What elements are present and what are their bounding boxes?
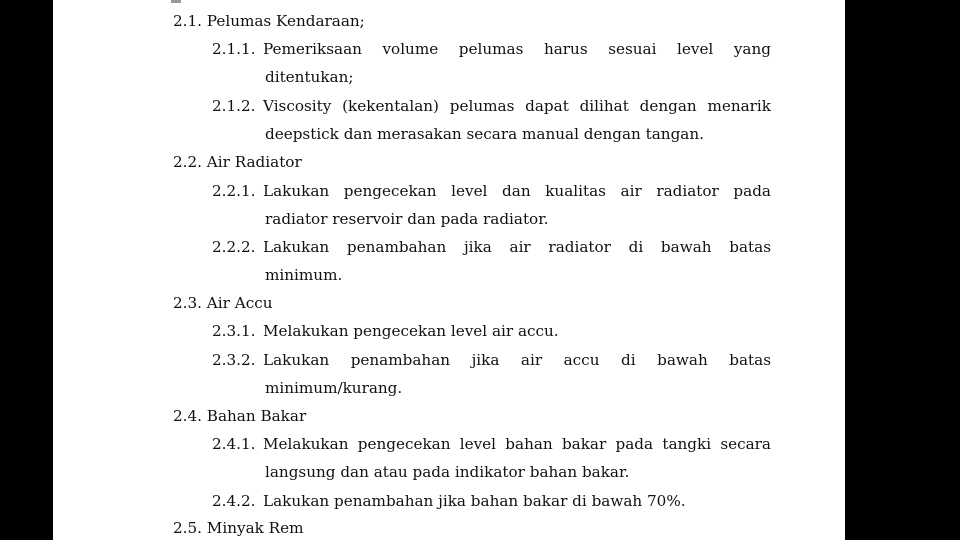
- item-text-continued: minimum.: [265, 266, 343, 284]
- item-text-continued: radiator reservoir dan pada radiator.: [265, 210, 549, 228]
- section-heading: 2.3. Air Accu: [173, 294, 273, 312]
- section-heading: 2.2. Air Radiator: [173, 153, 302, 171]
- item-text: Lakukan penambahan jika air radiator di bawah batas: [263, 238, 771, 256]
- item-number: 2.3.2.: [212, 351, 256, 369]
- item-text: Melakukan pengecekan level bahan bakar pada tangki secara: [263, 435, 771, 453]
- item-text-continued: langsung dan atau pada indikator bahan bakar.: [265, 463, 630, 481]
- item-text: Pemeriksaan volume pelumas harus sesuai level yang: [263, 40, 771, 58]
- item-text: Lakukan penambahan jika bahan bakar di bawah 70%.: [263, 492, 686, 510]
- item-number: 2.4.2.: [212, 492, 256, 510]
- item-number: 2.4.1.: [212, 435, 256, 453]
- item-number: 2.2.1.: [212, 182, 256, 200]
- item-text-continued: ditentukan;: [265, 68, 354, 86]
- section-heading: 2.5. Minyak Rem: [173, 519, 304, 537]
- top-marker: [171, 0, 181, 3]
- item-number: 2.3.1.: [212, 322, 256, 340]
- section-heading: 2.1. Pelumas Kendaraan;: [173, 12, 365, 30]
- item-text: Melakukan pengecekan level air accu.: [263, 322, 559, 340]
- item-text-continued: deepstick dan merasakan secara manual dengan tangan.: [265, 125, 704, 143]
- item-text: Lakukan pengecekan level dan kualitas air radiator pada: [263, 182, 771, 200]
- item-text-continued: minimum/kurang.: [265, 379, 403, 397]
- item-number: 2.1.2.: [212, 97, 256, 115]
- item-text: Lakukan penambahan jika air accu di bawah batas: [263, 351, 771, 369]
- document-page: [53, 0, 845, 540]
- item-number: 2.2.2.: [212, 238, 256, 256]
- item-text: Viscosity (kekentalan) pelumas dapat dilihat dengan menarik: [263, 97, 771, 115]
- section-heading: 2.4. Bahan Bakar: [173, 407, 307, 425]
- item-number: 2.1.1.: [212, 40, 256, 58]
